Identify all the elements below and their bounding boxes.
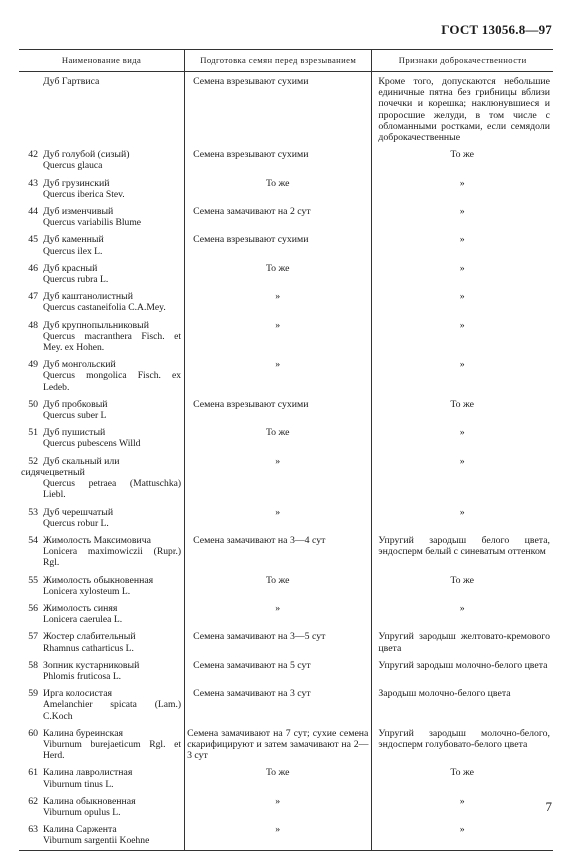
quality-signs-cell: » [372,260,553,288]
table-row [19,203,553,231]
latin-name: Viburnum sargentii Koehne [43,835,150,847]
quality-signs-cell: » [372,793,553,821]
latin-name: Lonicera maximowiczii (Rupr.) Rgl. [43,546,182,569]
row-number: 62 [28,795,38,807]
species-name: Жостер слабительный [43,631,136,643]
preparation-cell: То же [185,572,372,600]
species-cell [19,764,185,792]
preparation-cell: » [185,356,372,396]
latin-name: Rhamnus catharticus L. [43,642,134,654]
column-header-preparation: Подготовка семян перед взрезыванием [185,50,372,72]
quality-signs-cell: Упругий зародыш молочно-белого цвета [372,657,553,685]
latin-name: Quercus glauca [43,160,103,172]
row-number: 48 [28,319,38,331]
row-number: 53 [28,506,38,518]
standard-designation: ГОСТ 13056.8—97 [441,22,552,37]
species-cell [19,572,185,600]
species-cell [19,453,185,504]
quality-signs-cell: » [372,317,553,357]
row-number: 63 [28,824,38,836]
preparation-cell: » [185,288,372,316]
species-cell [19,628,185,656]
table-row [19,453,553,504]
row-number: 61 [28,767,38,779]
species-name: Калина лавролистная [43,767,133,779]
preparation-cell: Семена замачивают на 3—5 сут [185,628,372,656]
species-cell [19,424,185,452]
species-name: Калина обыкновенная [43,795,136,807]
species-cell [19,231,185,259]
table-row [19,821,553,850]
species-cell [19,532,185,572]
row-number: 54 [28,534,38,546]
latin-name: Quercus pubescens Willd [43,438,141,450]
quality-signs-cell: » [372,821,553,850]
species-cell [19,725,185,765]
species-name: Дуб каменный [43,234,104,246]
preparation-cell: » [185,453,372,504]
table-row [19,764,553,792]
species-name: Дуб черешчатый [43,506,114,518]
species-name: Калина Саржента [43,824,117,836]
row-number: 43 [28,177,38,189]
species-cell [19,288,185,316]
preparation-cell: Семена взрезывают сухими [185,396,372,424]
table-row [19,628,553,656]
quality-signs-cell: Упругий зародыш молочно-белого, эндосперм голубовато-белого цвета [372,725,553,765]
row-number: 51 [28,427,38,439]
table-row [19,396,553,424]
row-number: 49 [28,359,38,371]
row-number: 57 [28,631,38,643]
species-table [19,49,553,851]
preparation-cell: Семена замачивают на 2 сут [185,203,372,231]
table-row [19,288,553,316]
row-number: 47 [28,291,38,303]
quality-signs-cell: То же [372,572,553,600]
row-number: 56 [28,602,38,614]
quality-signs-cell: То же [372,396,553,424]
table-row [19,657,553,685]
quality-signs-cell: » [372,600,553,628]
latin-name: Quercus macranthera Fisch. et Mey. ex Hohen. [43,330,182,354]
table-row [19,146,553,174]
row-number: 52 [28,455,38,467]
preparation-cell: » [185,821,372,850]
quality-signs-cell: » [372,175,553,203]
row-number: 45 [28,234,38,246]
quality-signs-cell: » [372,356,553,396]
preparation-cell: Семена замачивают на 3—4 сут [185,532,372,572]
species-cell [19,793,185,821]
row-number: 60 [28,727,38,739]
species-name: Дуб грузинский [43,177,110,189]
preparation-cell: То же [185,764,372,792]
species-cell [19,72,185,147]
species-name: Дуб голубой (сизый) [43,149,130,161]
preparation-cell: Семена взрезывают сухими [185,231,372,259]
quality-signs-cell: То же [372,764,553,792]
table-row [19,175,553,203]
table-row [19,260,553,288]
species-name: Дуб крупнопыльниковый [43,319,149,331]
row-number: 59 [28,688,38,700]
species-name: Дуб пробковый [43,398,108,410]
quality-signs-cell: Кроме того, допускаются небольшие единичные пятна без грибницы вблизи почечки и корешка; наклюнувшиеся и проросшие желуди, в том числе с обломанными ростками, если семядоли доброкачественные [372,72,553,147]
species-cell [19,821,185,850]
latin-name: Viburnum opulus L. [43,806,121,818]
quality-signs-cell: Зародыш молочно-белого цвета [372,685,553,725]
species-name: Зопник кустарниковый [43,659,140,671]
table-row [19,685,553,725]
table-row [19,317,553,357]
species-cell [19,685,185,725]
species-cell [19,504,185,532]
species-cell [19,396,185,424]
latin-name: Quercus ilex L. [43,245,103,257]
species-cell [19,203,185,231]
species-name: Калина буреинская [43,727,124,739]
preparation-cell: » [185,793,372,821]
preparation-cell: То же [185,424,372,452]
table-row [19,424,553,452]
row-number: 46 [28,262,38,274]
table-row [19,793,553,821]
page-number: 7 [545,799,552,814]
latin-name: Quercus robur L. [43,517,109,529]
species-name: Жимолость обыкновенная [43,574,154,586]
preparation-cell: То же [185,260,372,288]
latin-name: Quercus variabilis Blume [43,217,142,229]
preparation-cell: » [185,600,372,628]
quality-signs-cell: Упругий зародыш белого цвета, эндосперм белый с синеватым оттенком [372,532,553,572]
latin-name: Amelanchier spicata (Lam.) C.Koch [43,699,182,722]
species-cell [19,657,185,685]
latin-name: Quercus petraea (Mattuschka) Liebl. [43,478,182,501]
quality-signs-cell: » [372,424,553,452]
table-row [19,725,553,765]
preparation-cell: То же [185,175,372,203]
species-cell [19,317,185,357]
latin-name: Viburnum tinus L. [43,778,114,790]
row-number: 42 [28,149,38,161]
latin-name: Quercus iberica Stev. [43,188,125,200]
species-name: Дуб пушистый [43,427,106,439]
quality-signs-cell: » [372,231,553,259]
latin-name: Quercus mongolica Fisch. ex Ledeb. [43,370,182,393]
latin-name: Lonicera caerulea L. [43,614,123,626]
latin-name: Viburnum burejaeticum Rgl. et Herd. [43,738,182,762]
species-name: Дуб красный [43,262,98,274]
preparation-cell: Семена замачивают на 5 сут [185,657,372,685]
species-cell [19,600,185,628]
latin-name: Lonicera xylosteum L. [43,585,131,597]
species-name: Дуб Гартвиса [43,76,100,87]
quality-signs-cell: » [372,203,553,231]
latin-name: Quercus suber L [43,410,107,422]
table-header-row [19,50,553,72]
quality-signs-cell: » [372,288,553,316]
table-row [19,600,553,628]
quality-signs-cell: » [372,453,553,504]
column-header-quality-signs: Признаки доброкачественности [372,50,553,72]
preparation-cell: » [185,317,372,357]
species-name: Дуб монгольский [43,359,116,371]
quality-signs-cell: Упругий зародыш желтовато-кремового цвета [372,628,553,656]
row-number: 55 [28,574,38,586]
preparation-cell: » [185,504,372,532]
column-header-species: Наименование вида [19,50,185,72]
quality-signs-cell: » [372,504,553,532]
row-number: 58 [28,659,38,671]
species-name: Дуб изменчивый [43,206,114,218]
preparation-cell: Семена замачивают на 7 сут; сухие семена скарифицируют и затем замачивают на 2—3 сут [185,725,372,765]
table-row [19,532,553,572]
species-cell [19,175,185,203]
latin-name: Phlomis fruticosa L. [43,670,122,682]
species-name: Дуб каштанолистный [43,291,133,303]
table-row [19,504,553,532]
table-row [19,572,553,600]
preparation-cell: Семена взрезывают сухими [185,146,372,174]
species-cell [19,260,185,288]
species-name: Жимолость синяя [43,602,118,614]
preparation-cell: Семена взрезывают сухими [185,72,372,147]
table-row [19,72,553,147]
latin-name: Quercus rubra L. [43,274,109,286]
latin-name: Quercus castaneifolia C.A.Mey. [43,302,166,314]
species-name: Ирга колосистая [43,688,113,700]
row-number: 44 [28,206,38,218]
preparation-cell: Семена замачивают на 3 сут [185,685,372,725]
species-cell [19,356,185,396]
table-row [19,231,553,259]
species-cell [19,146,185,174]
quality-signs-cell: То же [372,146,553,174]
species-name: Жимолость Максимовича [43,534,151,546]
row-number: 50 [28,398,38,410]
species-name: Дуб скальный или сидячецветный [21,455,120,478]
table-row [19,356,553,396]
